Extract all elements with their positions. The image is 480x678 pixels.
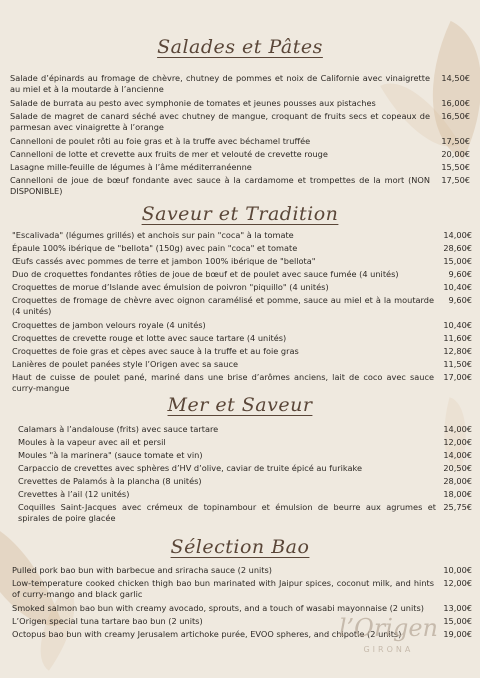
item-price: 19,00€ xyxy=(443,629,472,639)
menu-item xyxy=(10,162,470,173)
logo-script: l’Origen xyxy=(338,614,438,642)
menu-item xyxy=(12,603,472,614)
menu-item xyxy=(10,136,470,147)
restaurant-logo-watermark xyxy=(339,615,438,654)
item-name: Lasagne mille-feuille de légumes à l’âme méditerranéenne xyxy=(10,162,252,172)
item-name: Smoked salmon bao bun with creamy avocado, sprouts, and a touch of wasabi mayonnaise (2 units) xyxy=(12,603,424,613)
item-price: 11,60€ xyxy=(443,333,472,343)
menu-item xyxy=(12,359,472,370)
menu-item xyxy=(12,372,472,394)
item-name: Moules à la vapeur avec ail et persil xyxy=(18,437,166,447)
item-price: 14,50€ xyxy=(441,73,470,83)
menu-item xyxy=(18,489,472,500)
item-name: Crevettes de Palamós à la plancha (8 unités) xyxy=(18,476,202,486)
item-name: Épaule 100% ibérique de "bellota" (150g) avec pain "coca" et tomate xyxy=(12,243,298,253)
item-name: Haut de cuisse de poulet pané, mariné dans une brise d’arômes anciens, lait de coco avec sauce curry-mangue xyxy=(12,372,434,393)
item-name: Duo de croquettes fondantes rôties de joue de bœuf et de poulet avec sauce fumée (4 unités) xyxy=(12,269,399,279)
menu-item xyxy=(12,243,472,254)
item-price: 12,00€ xyxy=(443,578,472,588)
item-name: Low-temperature cooked chicken thigh bao bun marinated with Jaipur spices, coconut milk, and hints of curry-mango and black garlic xyxy=(12,578,434,599)
item-name: Croquettes de foie gras et cèpes avec sauce à la truffe et au foie gras xyxy=(12,346,299,356)
item-price: 20,50€ xyxy=(443,463,472,473)
menu-item xyxy=(10,175,470,197)
item-price: 13,00€ xyxy=(443,603,472,613)
item-name: Cannelloni de joue de bœuf fondante avec sauce à la cardamome et trompettes de la mort (NON DISPONIBLE) xyxy=(10,175,430,196)
item-name: Croquettes de fromage de chèvre avec oignon caramélisé et pomme, sauce au miel et à la moutarde (4 unités) xyxy=(12,295,434,316)
item-price: 14,00€ xyxy=(443,424,472,434)
item-name: Croquettes de morue d’Islande avec émulsion de poivron "piquillo" (4 unités) xyxy=(12,282,329,292)
item-price: 17,50€ xyxy=(441,136,470,146)
item-price: 28,60€ xyxy=(443,243,472,253)
item-price: 9,60€ xyxy=(448,269,472,279)
item-name: Cannelloni de lotte et crevette aux fruits de mer et velouté de crevette rouge xyxy=(10,149,328,159)
menu-item xyxy=(18,463,472,474)
item-name: Calamars à l’andalouse (frits) avec sauce tartare xyxy=(18,424,219,434)
menu-item xyxy=(12,269,472,280)
item-name: Œufs cassés avec pommes de terre et jambon 100% ibérique de "bellota" xyxy=(12,256,316,266)
section-title-saveur: Saveur et Tradition xyxy=(141,203,339,225)
item-price: 10,00€ xyxy=(443,565,472,575)
item-price: 17,00€ xyxy=(443,372,472,382)
item-price: 15,50€ xyxy=(441,162,470,172)
item-name: Salade d’épinards au fromage de chèvre, chutney de pommes et noix de Californie avec vinaigrette au miel et à la moutarde à l’ancienne xyxy=(10,73,430,94)
menu-item xyxy=(18,437,472,448)
item-price: 12,80€ xyxy=(443,346,472,356)
item-price: 25,75€ xyxy=(443,502,472,512)
menu-item xyxy=(12,295,472,317)
logo-city: GIRONA xyxy=(363,645,414,654)
menu-item xyxy=(12,282,472,293)
menu-item xyxy=(12,333,472,344)
item-price: 20,00€ xyxy=(441,149,470,159)
item-price: 17,50€ xyxy=(441,175,470,185)
item-name: "Escalivada" (légumes grillés) et anchois sur pain "coca" à la tomate xyxy=(12,230,294,240)
item-name: Salade de magret de canard séché avec chutney de mangue, croquant de fruits secs et copeaux de parmesan avec vinaigrette à l’orange xyxy=(10,111,430,132)
item-price: 15,00€ xyxy=(443,616,472,626)
item-name: Lanières de poulet panées style l’Origen avec sa sauce xyxy=(12,359,238,369)
item-name: Salade de burrata au pesto avec symphonie de tomates et jeunes pousses aux pistaches xyxy=(10,98,376,108)
item-price: 16,50€ xyxy=(441,111,470,121)
item-name: L’Origen special tuna tartare bao bun (2 units) xyxy=(12,616,203,626)
item-name: Moules "à la marinera" (sauce tomate et vin) xyxy=(18,450,203,460)
item-price: 10,40€ xyxy=(443,282,472,292)
menu-item xyxy=(10,73,470,95)
item-name: Pulled pork bao bun with barbecue and sriracha sauce (2 units) xyxy=(12,565,272,575)
menu-item xyxy=(10,149,470,160)
item-price: 16,00€ xyxy=(441,98,470,108)
menu-item xyxy=(10,98,470,109)
item-price: 15,00€ xyxy=(443,256,472,266)
menu-item xyxy=(12,320,472,331)
section-title-mer: Mer et Saveur xyxy=(167,394,313,416)
item-name: Croquettes de crevette rouge et lotte avec sauce tartare (4 unités) xyxy=(12,333,287,343)
menu-item xyxy=(18,476,472,487)
item-price: 10,40€ xyxy=(443,320,472,330)
menu-item xyxy=(12,256,472,267)
item-name: Cannelloni de poulet rôti au foie gras et à la truffe avec béchamel truffée xyxy=(10,136,311,146)
menu-item xyxy=(12,565,472,576)
item-price: 12,00€ xyxy=(443,437,472,447)
section-title-bao: Sélection Bao xyxy=(170,536,310,558)
item-price: 18,00€ xyxy=(443,489,472,499)
menu-item xyxy=(12,230,472,241)
item-name: Croquettes de jambon velours royale (4 unités) xyxy=(12,320,206,330)
item-price: 14,00€ xyxy=(443,230,472,240)
item-price: 9,60€ xyxy=(448,295,472,305)
menu-item xyxy=(10,111,470,133)
menu-item xyxy=(18,424,472,435)
item-price: 11,50€ xyxy=(443,359,472,369)
item-name: Coquilles Saint-Jacques avec crémeux de topinambour et émulsion de beurre aux agrumes et spirales de poire glacée xyxy=(18,502,436,523)
item-price: 14,00€ xyxy=(443,450,472,460)
item-name: Octopus bao bun with creamy Jerusalem artichoke purée, EVOO spheres, and chipotle (2 units) xyxy=(12,629,402,639)
section-title-salades: Salades et Pâtes xyxy=(157,36,323,58)
item-name: Crevettes à l’ail (12 unités) xyxy=(18,489,130,499)
menu-item xyxy=(12,578,472,600)
menu-item xyxy=(18,502,472,524)
item-price: 28,00€ xyxy=(443,476,472,486)
menu-item xyxy=(18,450,472,461)
item-name: Carpaccio de crevettes avec sphères d’HV d’olive, caviar de truite épicé au furikake xyxy=(18,463,362,473)
menu-item xyxy=(12,346,472,357)
